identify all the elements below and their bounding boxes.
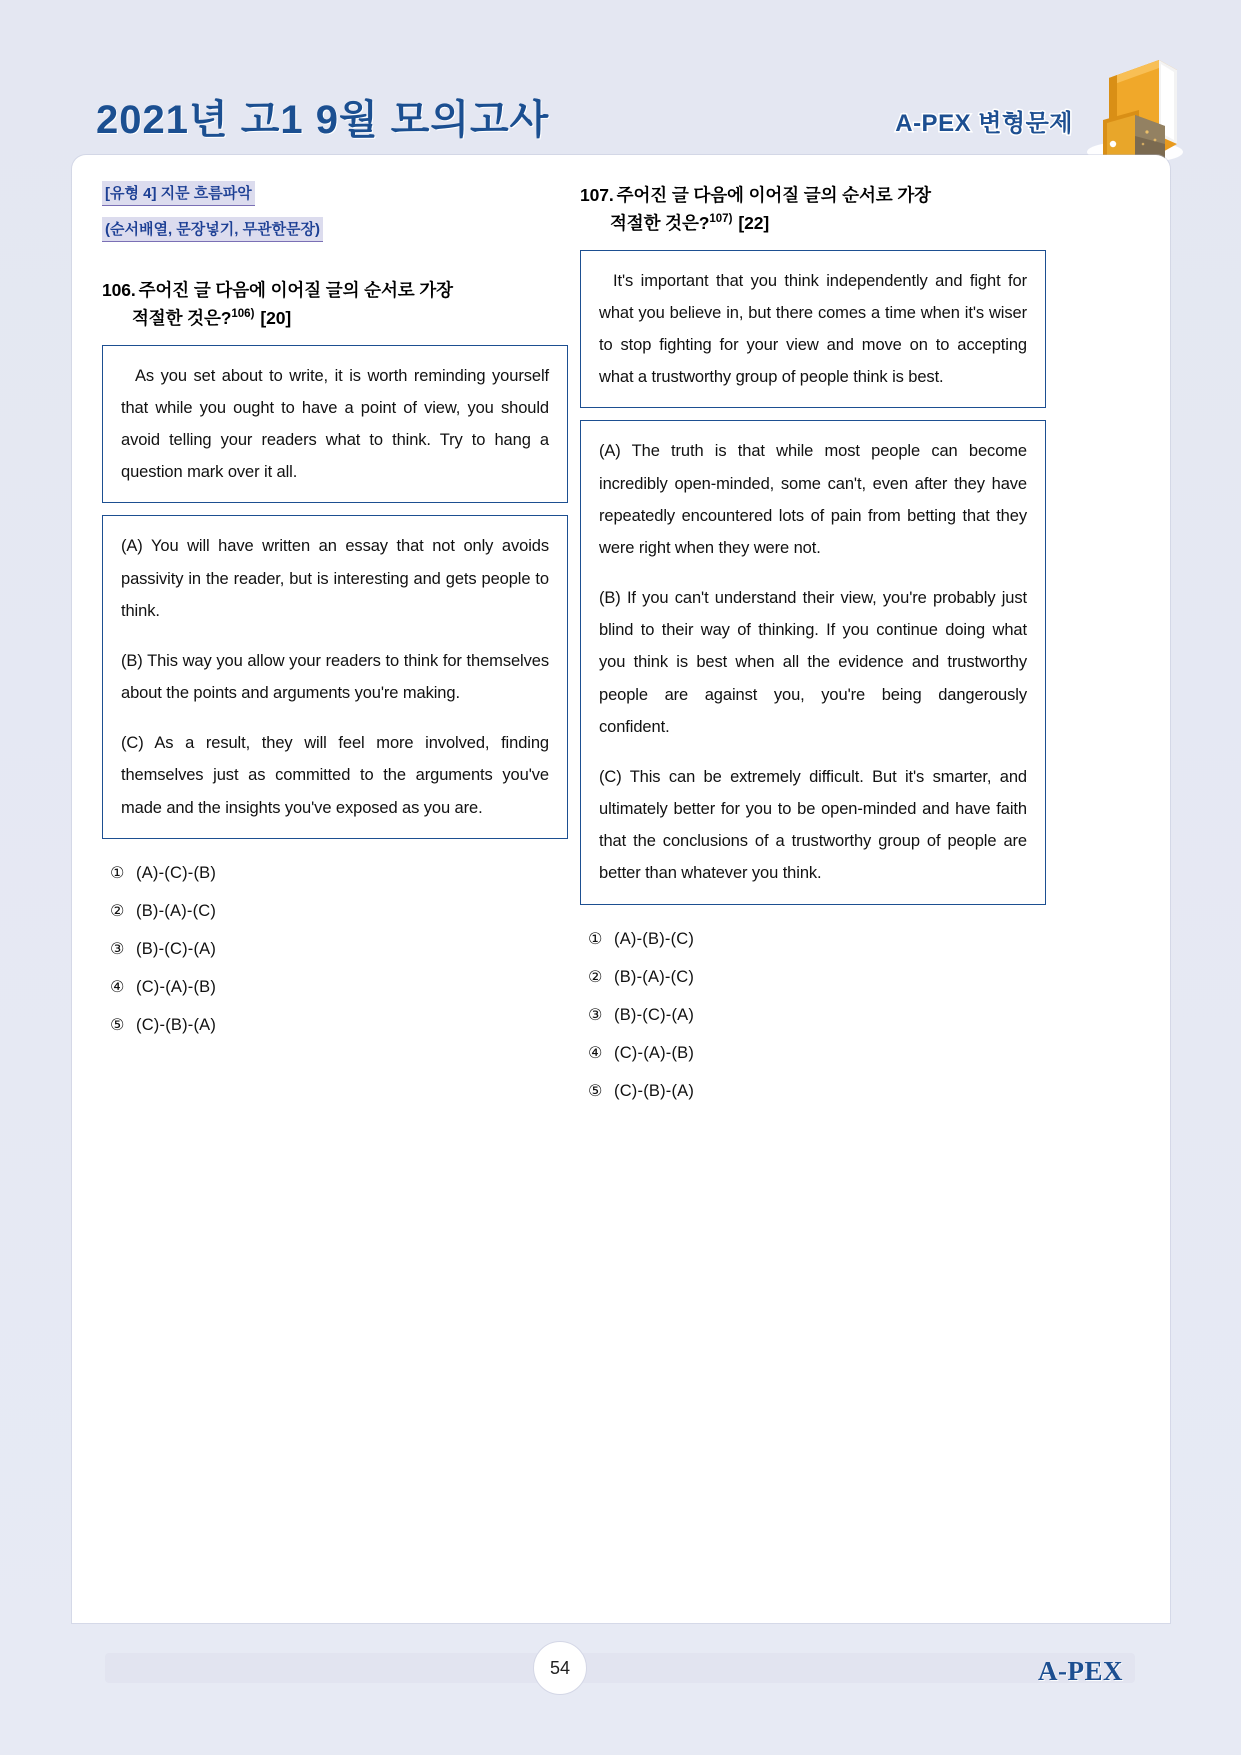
- page-title: 2021년 고1 9월 모의고사: [96, 98, 550, 142]
- question-106-line1: 주어진 글 다음에 이어질 글의 순서로 가장: [138, 280, 453, 300]
- left-column: [102, 181, 568, 1051]
- book-icon: [1073, 48, 1193, 166]
- option-label: (C)-(B)-(A): [136, 1015, 217, 1034]
- option-label: (C)-(A)-(B): [136, 977, 217, 996]
- option-marker: ⑤: [110, 1016, 125, 1034]
- option-label: (B)-(A)-(C): [614, 967, 695, 986]
- question-107-number: 107.: [580, 185, 614, 205]
- option-107-1[interactable]: [588, 927, 1046, 952]
- right-column: [580, 181, 1046, 1117]
- question-106-line2: 적절한 것은?: [132, 308, 232, 329]
- segment-a-107: (A) The truth is that while most people can become incredibly open-minded, some can't, even after they have repeatedly encountered lots of pain from betting that they were right when they were not.: [599, 442, 1027, 557]
- question-type-label-group: [102, 181, 568, 242]
- option-label: (A)-(C)-(B): [136, 863, 217, 882]
- option-107-2[interactable]: [588, 965, 1046, 990]
- segments-box-107: [580, 420, 1046, 904]
- question-106-bracket: [20]: [260, 308, 292, 329]
- option-marker: ④: [588, 1044, 603, 1062]
- footer-bar: [105, 1653, 1135, 1683]
- option-label: (B)-(C)-(A): [614, 1005, 695, 1024]
- brand-badge: A-PEX 변형문제: [895, 110, 1073, 137]
- passage-box-106: [102, 345, 568, 504]
- content-sheet: [72, 155, 1170, 1623]
- option-label: (B)-(C)-(A): [136, 939, 217, 958]
- question-106-line2-wrap: [102, 304, 568, 332]
- passage-text-106: As you set about to write, it is worth reminding yourself that while you ought to have a point of view, you should avoid telling your readers what to think. Try to hang a question mark over it all.: [121, 366, 549, 482]
- segment-b-107: (B) If you can't understand their view, you're probably just blind to their way of thinking. If you continue doing what you think is best when all the evidence and trustworthy people are against you, you're being dangerously confident.: [599, 589, 1027, 736]
- option-marker: ③: [110, 940, 125, 958]
- question-106-heading: [102, 276, 568, 333]
- option-marker: ④: [110, 978, 125, 996]
- two-column-layout: [72, 155, 1170, 1623]
- question-107-heading: [580, 181, 1046, 238]
- options-list-106: [102, 861, 568, 1038]
- segments-box-106: [102, 515, 568, 838]
- option-marker: ②: [110, 902, 125, 920]
- option-label: (B)-(A)-(C): [136, 901, 217, 920]
- option-106-4[interactable]: [110, 975, 568, 1000]
- question-107-line2-wrap: [580, 209, 1046, 237]
- option-marker: ②: [588, 968, 603, 986]
- option-marker: ③: [588, 1006, 603, 1024]
- option-106-3[interactable]: [110, 937, 568, 962]
- question-107-footnote: 107): [709, 213, 733, 226]
- segment-c-107: (C) This can be extremely difficult. But it's smarter, and ultimately better for you to be open-minded and have faith that the conclusions of a trustworthy group of people are better than whatever you think.: [599, 767, 1027, 883]
- segment-c-106: (C) As a result, they will feel more involved, finding themselves just as committed to the arguments you've made and the insights you've exposed as you are.: [121, 734, 549, 817]
- option-107-5[interactable]: [588, 1079, 1046, 1104]
- option-106-2[interactable]: [110, 899, 568, 924]
- passage-text-107: It's important that you think independently and fight for what you believe in, but there comes a time when it's wiser to stop fighting for your view and move on to accepting what a trustworthy group of people think is best.: [599, 271, 1027, 387]
- question-107-line1: 주어진 글 다음에 이어질 글의 순서로 가장: [616, 185, 931, 205]
- segment-b-106: (B) This way you allow your readers to think for themselves about the points and arguments you're making.: [121, 651, 549, 703]
- option-label: (C)-(B)-(A): [614, 1081, 695, 1100]
- option-106-5[interactable]: [110, 1013, 568, 1038]
- option-marker: ⑤: [588, 1082, 603, 1100]
- question-107-line2: 적절한 것은?: [610, 213, 710, 234]
- question-type-label: [유형 4] 지문 흐름파악: [102, 181, 255, 206]
- segment-a-106: (A) You will have written an essay that not only avoids passivity in the reader, but is interesting and gets people to think.: [121, 537, 549, 620]
- question-107-bracket: [22]: [738, 213, 770, 234]
- options-list-107: [580, 927, 1046, 1104]
- question-106-number: 106.: [102, 280, 136, 300]
- footer-logo: A-PEX: [1038, 1656, 1123, 1686]
- option-label: (A)-(B)-(C): [614, 929, 695, 948]
- option-marker: ①: [110, 864, 125, 882]
- question-type-sublabel: (순서배열, 문장넣기, 무관한문장): [102, 217, 323, 242]
- option-marker: ①: [588, 930, 603, 948]
- option-107-4[interactable]: [588, 1041, 1046, 1066]
- option-107-3[interactable]: [588, 1003, 1046, 1028]
- page-number-badge: 54: [533, 1641, 587, 1695]
- question-106-footnote: 106): [231, 308, 255, 321]
- option-106-1[interactable]: [110, 861, 568, 886]
- option-label: (C)-(A)-(B): [614, 1043, 695, 1062]
- page-header: [0, 0, 1241, 172]
- passage-box-107: [580, 250, 1046, 409]
